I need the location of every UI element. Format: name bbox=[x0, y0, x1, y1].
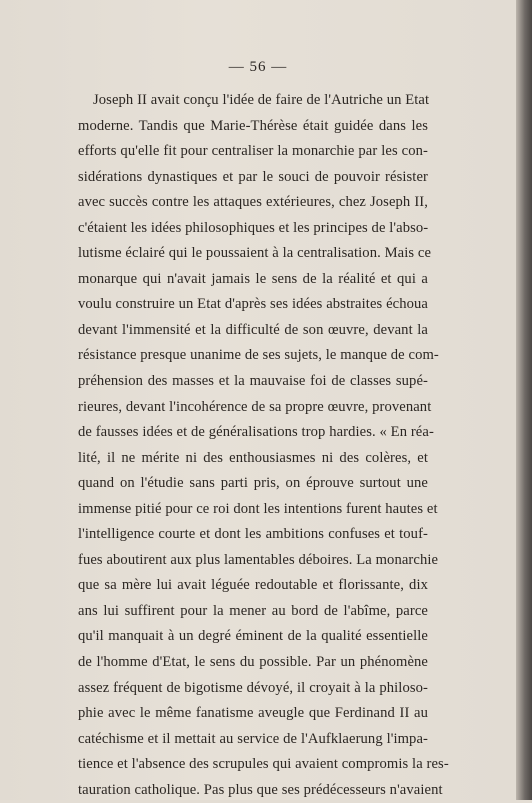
text-line: rieures, devant l'incohérence de sa propre œuvre, provenant bbox=[78, 398, 432, 415]
text-line: sidérations dynastiques et par le souci de pouvoir résister bbox=[78, 168, 428, 185]
text-line: efforts qu'elle fit pour centraliser la monarchie par les con- bbox=[78, 143, 428, 160]
text-line: lutisme éclairé qui le poussaient à la centralisation. Mais ce bbox=[78, 245, 432, 262]
text-line: préhension des masses et la mauvaise foi de classes supé- bbox=[78, 373, 428, 390]
text-line: tience et l'absence des scrupules qui avaient compromis la res- bbox=[78, 756, 449, 773]
text-line: assez fréquent de bigotisme dévoyé, il croyait à la philoso- bbox=[78, 679, 428, 696]
text-line: lité, il ne mérite ni des enthousiasmes ni des colères, et bbox=[78, 449, 428, 466]
text-line: Joseph II avait conçu l'idée de faire de l'Autriche un Etat bbox=[93, 92, 430, 108]
text-line: c'étaient les idées philosophiques et les principes de l'abso- bbox=[78, 219, 429, 236]
text-line: fues aboutirent aux plus lamentables déboires. La monarchie bbox=[78, 551, 439, 568]
text-line: phie avec le même fanatisme aveugle que Ferdinand II au bbox=[78, 705, 428, 722]
text-line: de fausses idées et de généralisations trop hardies. « En réa- bbox=[78, 424, 434, 441]
text-line: catéchisme et il mettait au service de l'Aufklaerung l'impa- bbox=[78, 730, 428, 747]
text-line: monarque qui n'avait jamais le sens de la réalité et qui a bbox=[78, 270, 428, 287]
text-line: voulu construire un Etat d'après ses idées abstraites échoua bbox=[78, 296, 428, 313]
text-line: ans lui suffirent pour la mener au bord de l'abîme, parce bbox=[78, 602, 428, 619]
text-line: résistance presque unanime de ses sujets, le manque de com- bbox=[78, 347, 439, 364]
page-number: — 56 — bbox=[228, 59, 288, 75]
text-line: quand on l'étudie sans parti pris, on éprouve surtout une bbox=[78, 475, 428, 492]
text-line: avec succès contre les attaques extérieures, chez Joseph II, bbox=[78, 194, 428, 211]
text-line: devant l'immensité et la difficulté de son œuvre, devant la bbox=[78, 321, 428, 338]
text-line: que sa mère lui avait léguée redoutable et florissante, dix bbox=[78, 577, 428, 594]
text-line: moderne. Tandis que Marie-Thérèse était guidée dans les bbox=[78, 117, 428, 134]
body-text bbox=[78, 88, 449, 803]
text-line: qu'il manquait à un degré éminent de la qualité essentielle bbox=[78, 628, 428, 645]
text-line: de l'homme d'Etat, le sens du possible. Par un phénomène bbox=[78, 654, 428, 671]
page-binding-edge bbox=[516, 0, 532, 800]
text-line: l'intelligence courte et dont les ambitions confuses et touf- bbox=[78, 526, 428, 543]
text-line: tauration catholique. Pas plus que ses prédécesseurs n'avaient bbox=[78, 781, 443, 798]
text-line: immense pitié pour ce roi dont les intentions furent hautes et bbox=[78, 500, 438, 517]
